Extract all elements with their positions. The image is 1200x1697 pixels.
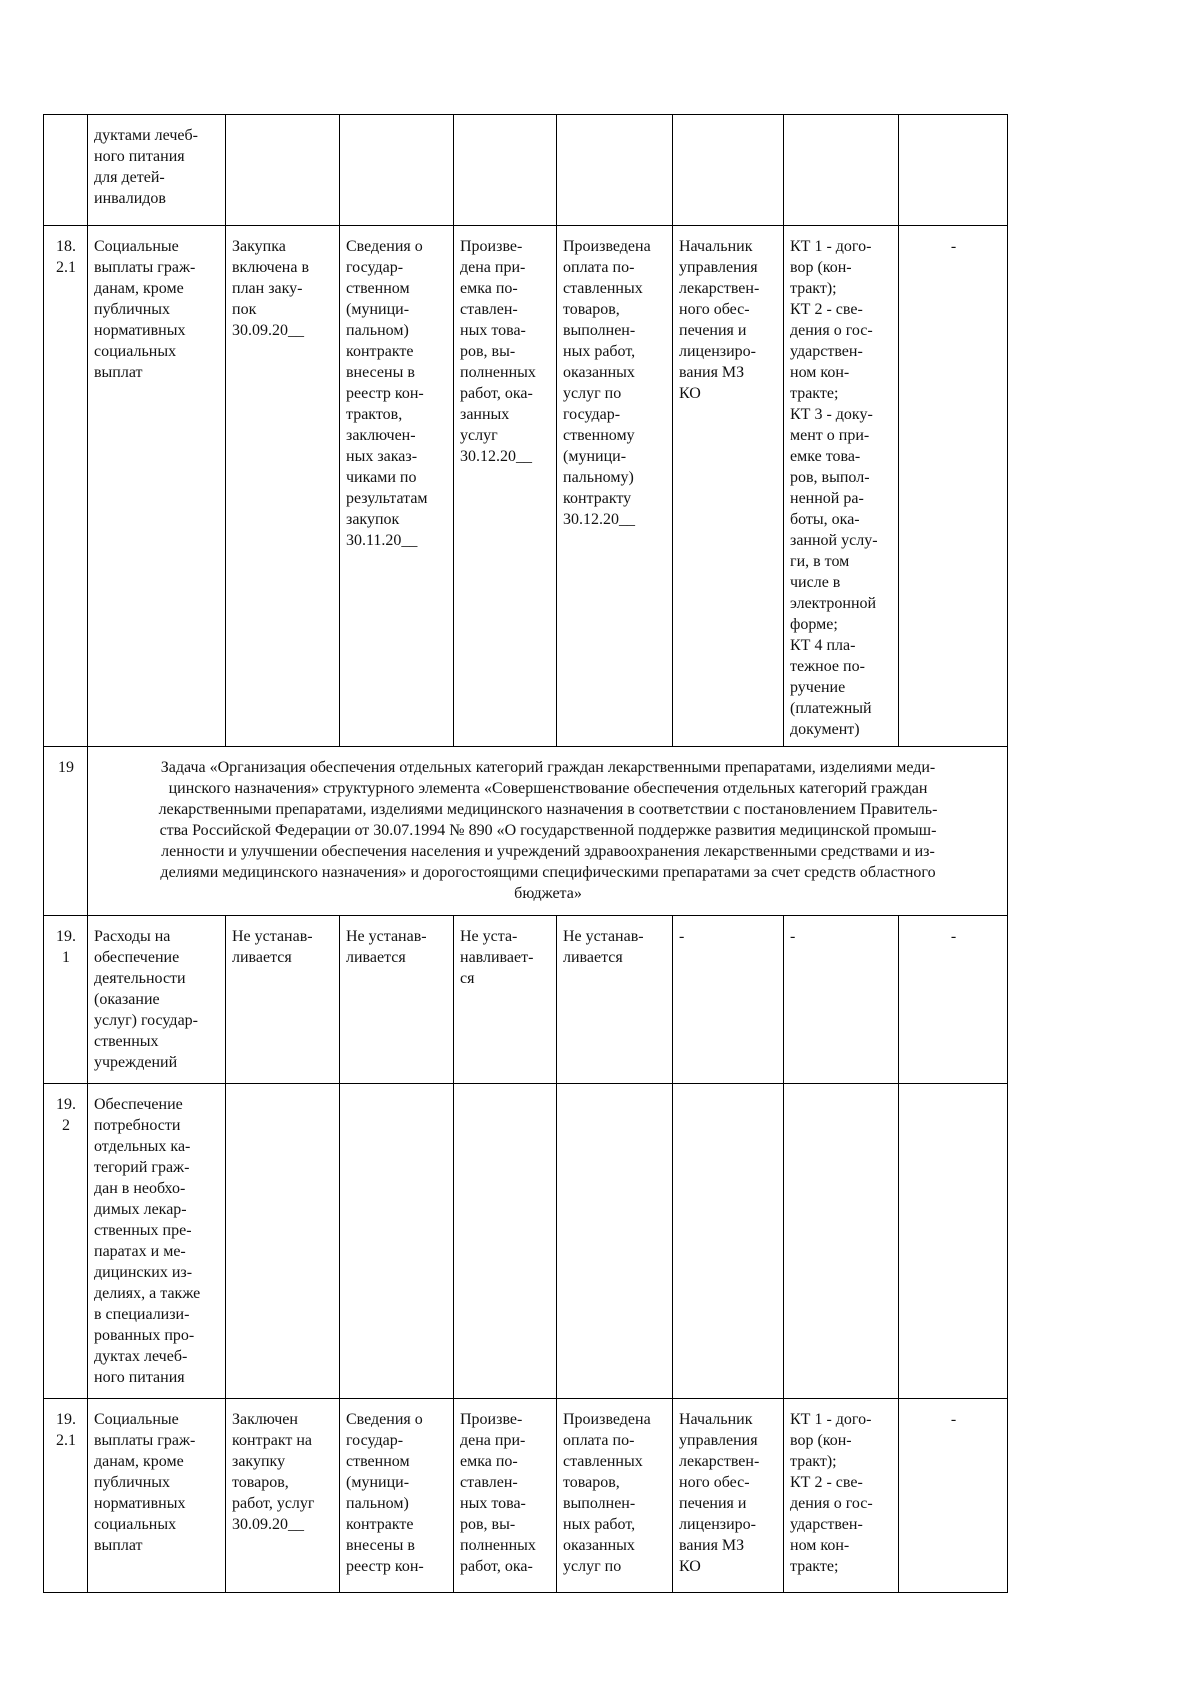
note-cell: - (899, 226, 1008, 747)
control-point-1-cell: Не устанав- ливается (226, 916, 340, 1084)
control-point-4-cell: Произведена оплата по- ставленных товаров, выполнен- ных работ, оказанных услуг по государ- ственному (муници- пальному) контракту 30.12.20__ (557, 226, 673, 747)
event-name-cell: Расходы на обеспечение деятельности (оказание услуг) государ- ственных учреждений (88, 916, 226, 1084)
documents-cell: КТ 1 - дого- вор (кон- тракт); КТ 2 - све- дения о гос- ударствен- ном кон- тракте; (784, 1399, 899, 1593)
cell (784, 1084, 899, 1399)
row-number: 19. 2 (44, 1084, 88, 1399)
task-row (44, 747, 1008, 916)
row-number: 19. 2.1 (44, 1399, 88, 1593)
note-cell: - (899, 916, 1008, 1084)
control-points-table (43, 114, 1008, 1593)
control-point-2-cell: Сведения о государ- ственном (муници- пальном) контракте внесены в реестр кон- трактов, заключен- ных заказ- чиками по результатам закупок 30.11.20__ (340, 226, 454, 747)
table-row (44, 115, 1008, 226)
cell (340, 1084, 454, 1399)
table-row (44, 226, 1008, 747)
control-point-4-cell: Не устанав- ливается (557, 916, 673, 1084)
row-number (44, 115, 88, 226)
table-row (44, 1084, 1008, 1399)
control-point-1-cell: Закупка включена в план заку- пок 30.09.20__ (226, 226, 340, 747)
control-point-1-cell: Заключен контракт на закупку товаров, работ, услуг 30.09.20__ (226, 1399, 340, 1593)
row-number: 19. 1 (44, 916, 88, 1084)
task-description: Задача «Организация обеспечения отдельных категорий граждан лекарственными препаратами, изделиями меди- цинского назначения» структурного элемента «Совершенствование обеспечения отдельных категорий граждан лекарственными препаратами, изделиями медицинского назначения в соответствии с постановлением Правитель- ства Российской Федерации от 30.07.1994 № 890 «О государственной поддержке развития медицинской промыш- ленности и улучшении обеспечения населения и учреждений здравоохранения лекарственными средствами и из- делиями медицинского назначения» и дорогостоящими специфическими препаратами за счет средств областного бюджета» (88, 747, 1008, 916)
table-row (44, 916, 1008, 1084)
responsible-cell: Начальник управления лекарствен- ного обес- печения и лицензиро- вания МЗ КО (673, 226, 784, 747)
cell (226, 115, 340, 226)
responsible-cell: - (673, 916, 784, 1084)
cell (454, 115, 557, 226)
control-point-2-cell: Сведения о государ- ственном (муници- пальном) контракте внесены в реестр кон- (340, 1399, 454, 1593)
cell (673, 1084, 784, 1399)
cell (899, 1084, 1008, 1399)
row-number: 19 (44, 747, 88, 916)
cell (226, 1084, 340, 1399)
cell (557, 1084, 673, 1399)
cell (557, 115, 673, 226)
control-point-4-cell: Произведена оплата по- ставленных товаров, выполнен- ных работ, оказанных услуг по (557, 1399, 673, 1593)
control-point-3-cell: Произве- дена при- емка по- ставлен- ных това- ров, вы- полненных работ, ока- (454, 1399, 557, 1593)
cell (899, 115, 1008, 226)
documents-cell: КТ 1 - дого- вор (кон- тракт); КТ 2 - све- дения о гос- ударствен- ном кон- тракте; КТ 3 - доку- мент о при- емке това- ров, выпол- ненной ра- боты, ока- занной услу- ги, в том числе в электронной форме; КТ 4 пла- тежное по- ручение (платежный документ) (784, 226, 899, 747)
table-row (44, 1399, 1008, 1593)
note-cell: - (899, 1399, 1008, 1593)
event-name-cell: Социальные выплаты граж- данам, кроме публичных нормативных социальных выплат (88, 1399, 226, 1593)
control-point-3-cell: Не уста- навливает- ся (454, 916, 557, 1084)
event-name-cell: Социальные выплаты граж- данам, кроме публичных нормативных социальных выплат (88, 226, 226, 747)
cell (784, 115, 899, 226)
control-point-2-cell: Не устанав- ливается (340, 916, 454, 1084)
responsible-cell: Начальник управления лекарствен- ного обес- печения и лицензиро- вания МЗ КО (673, 1399, 784, 1593)
row-number: 18. 2.1 (44, 226, 88, 747)
cell (454, 1084, 557, 1399)
documents-cell: - (784, 916, 899, 1084)
event-name-cell: дуктами лечеб- ного питания для детей- инвалидов (88, 115, 226, 226)
cell (340, 115, 454, 226)
cell (673, 115, 784, 226)
event-name-cell: Обеспечение потребности отдельных ка- тегорий граж- дан в необхо- димых лекар- ственных пре- паратах и ме- дицинских из- делиях, а также в специализи- рованных про- дуктах лечеб- ного питания (88, 1084, 226, 1399)
control-point-3-cell: Произве- дена при- емка по- ставлен- ных това- ров, вы- полненных работ, ока- занных услуг 30.12.20__ (454, 226, 557, 747)
